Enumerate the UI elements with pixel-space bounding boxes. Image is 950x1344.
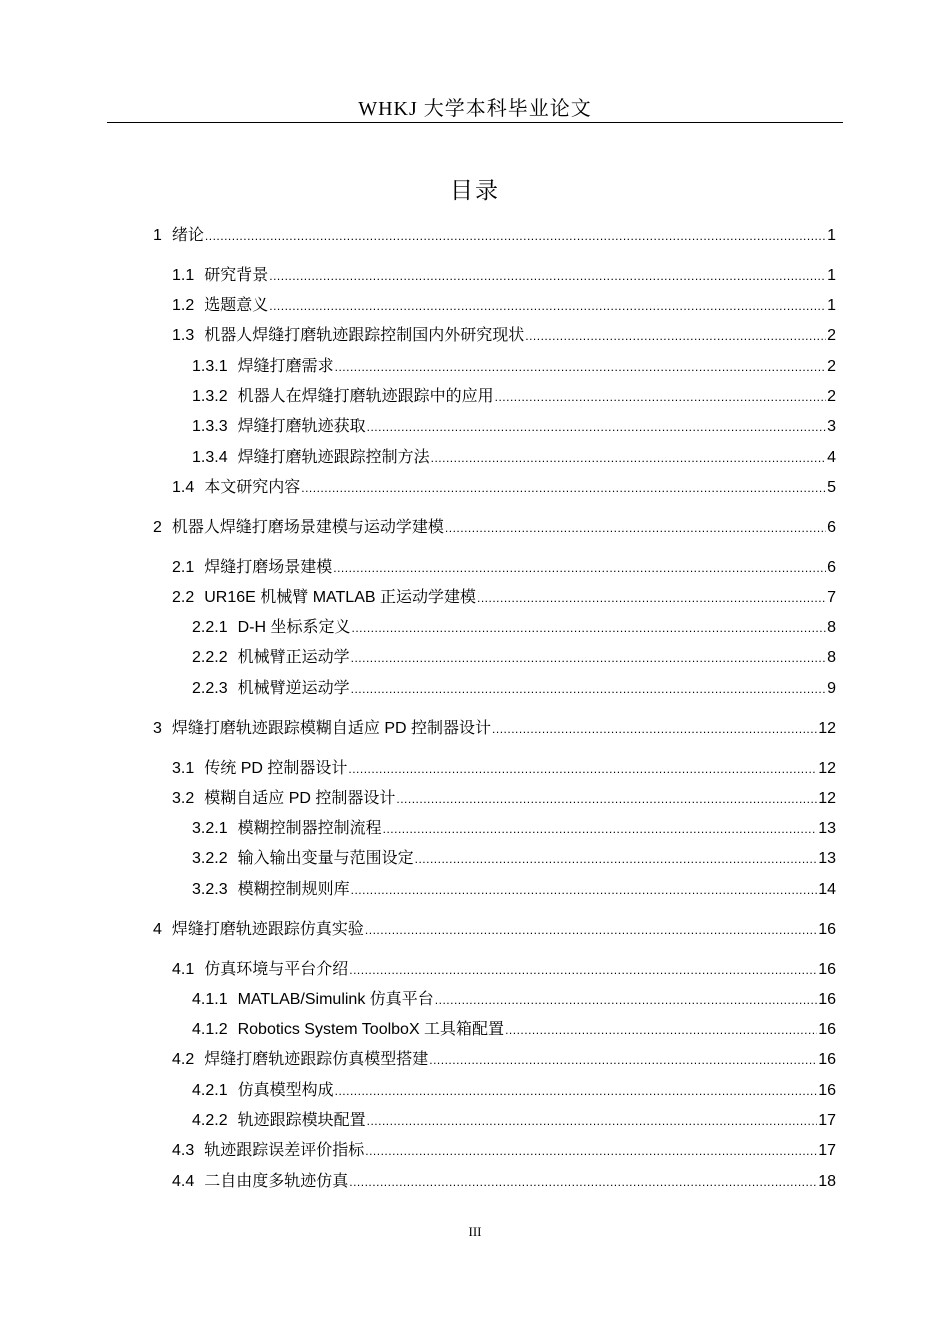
toc-entry-page: 16 [818,1051,836,1068]
toc-entry-page: 5 [827,479,836,496]
toc-entry-page: 8 [827,649,836,666]
toc-entry-number: 4.1 [172,961,195,978]
toc-entry-page: 6 [827,519,836,536]
toc-entry-page: 12 [818,790,836,807]
toc-entry-page: 17 [818,1142,836,1159]
toc-entry-title: 二自由度多轨迹仿真 [204,1173,349,1190]
dot-leader [348,757,817,781]
toc-entry-title: 模糊控制规则库 [237,881,350,898]
toc-entry-page: 16 [818,1021,836,1038]
toc-entry-number: 4.2.2 [192,1112,228,1129]
toc-entry-page: 18 [818,1173,836,1190]
dot-leader [431,446,826,470]
toc-entry[interactable] [172,757,836,781]
dot-leader [429,1048,817,1072]
dot-leader [445,516,826,540]
toc-entry[interactable] [192,1109,836,1133]
toc-entry-number: 3.1 [172,760,195,777]
dot-leader [415,847,818,871]
toc-entry-title: UR16E 机械臂 MATLAB 正运动学建模 [204,589,476,606]
toc-entry-title: 轨迹跟踪误差评价指标 [204,1142,365,1159]
dot-leader [351,878,818,902]
dot-leader [335,1079,818,1103]
toc-entry-number: 3.2.2 [192,850,228,867]
toc-entry-title: 模糊自适应 PD 控制器设计 [204,790,396,807]
toc-entry-title: D-H 坐标系定义 [237,619,351,636]
dot-leader [367,1109,818,1133]
toc-entry-title: 焊缝打磨场景建模 [204,559,333,576]
dot-leader [477,586,826,610]
toc-entry-page: 16 [818,1082,836,1099]
toc-entry-page: 16 [818,961,836,978]
toc-entry-page: 1 [827,297,836,314]
toc-entry-page: 6 [827,559,836,576]
toc-entry-page: 4 [827,449,836,466]
toc-entry[interactable] [192,415,836,439]
toc-entry-number: 2 [153,519,162,536]
toc-entry-number: 3.2.1 [192,820,228,837]
toc-entry-number: 2.2.3 [192,680,228,697]
toc-entry-page: 3 [827,418,836,435]
toc-entry-page: 8 [827,619,836,636]
dot-leader [365,1139,817,1163]
toc-entry[interactable] [172,264,836,288]
toc-entry-number: 2.2 [172,589,195,606]
toc-entry-number: 1.3.3 [192,418,228,435]
dot-leader [335,355,826,379]
toc-entry-title: MATLAB/Simulink 仿真平台 [237,991,434,1008]
toc-entry-number: 2.2.1 [192,619,228,636]
toc-entry-page: 2 [827,358,836,375]
toc-entry[interactable] [192,847,836,871]
toc-entry[interactable] [172,324,836,348]
toc-entry-number: 1.3 [172,327,195,344]
toc-entry-page: 12 [818,720,836,737]
toc-entry[interactable] [172,1170,836,1194]
toc-entry[interactable] [153,516,836,540]
toc-entry[interactable] [172,787,836,811]
dot-leader [205,224,826,248]
dot-leader [269,264,826,288]
toc-entry-title: 模糊控制器控制流程 [237,820,382,837]
dot-leader [435,988,817,1012]
toc-entry-title: 焊缝打磨轨迹跟踪仿真实验 [171,921,364,938]
dot-leader [301,476,826,500]
dot-leader [351,677,826,701]
toc-entry-title: 焊缝打磨轨迹跟踪仿真模型搭建 [204,1051,429,1068]
toc-entry-title: 仿真环境与平台介绍 [204,961,349,978]
toc-entry[interactable] [172,294,836,318]
toc-entry-title: 机器人焊缝打磨轨迹跟踪控制国内外研究现状 [204,327,525,344]
toc-entry[interactable] [192,1079,836,1103]
toc-entry-title: 本文研究内容 [204,479,301,496]
toc-entry-number: 1.3.2 [192,388,228,405]
toc-entry-title: 机器人焊缝打磨场景建模与运动学建模 [171,519,444,536]
toc-entry-number: 1.1 [172,267,195,284]
toc-entry-number: 4 [153,921,162,938]
toc-entry-number: 4.2.1 [192,1082,228,1099]
dot-leader [365,918,817,942]
toc-entry-page: 16 [818,921,836,938]
toc-entry-title: 焊缝打磨需求 [237,358,334,375]
toc-entry-title: 焊缝打磨轨迹跟踪模糊自适应 PD 控制器设计 [171,720,492,737]
toc-entry[interactable] [172,476,836,500]
toc-entry[interactable] [192,1018,836,1042]
header-rule [107,122,843,123]
toc-entry-number: 2.1 [172,559,195,576]
toc-entry-page: 12 [818,760,836,777]
toc-entry-page: 14 [818,881,836,898]
dot-leader [495,385,826,409]
toc-entry-title: 机械臂逆运动学 [237,680,350,697]
running-header: WHKJ 大学本科毕业论文 [358,98,592,120]
toc-entry-page: 1 [827,227,836,244]
dot-leader [492,717,817,741]
toc-entry-page: 16 [818,991,836,1008]
toc-entry-number: 4.2 [172,1051,195,1068]
toc-entry-title: 轨迹跟踪模块配置 [237,1112,366,1129]
toc-entry[interactable] [192,878,836,902]
toc-entry-title: 输入输出变量与范围设定 [237,850,414,867]
toc-entry[interactable] [192,355,836,379]
toc-entry[interactable] [192,446,836,470]
toc-entry[interactable] [172,586,836,610]
toc-entry-page: 13 [818,850,836,867]
toc-entry-page: 13 [818,820,836,837]
toc-entry-page: 1 [827,267,836,284]
dot-leader [367,415,826,439]
toc-entry[interactable] [192,385,836,409]
toc-entry-number: 4.4 [172,1173,195,1190]
toc-entry-title: 机械臂正运动学 [237,649,350,666]
toc-entry[interactable] [192,677,836,701]
toc-entry-number: 3.2.3 [192,881,228,898]
toc-entry[interactable] [172,1139,836,1163]
toc-entry-number: 4.3 [172,1142,195,1159]
toc-entry-number: 3.2 [172,790,195,807]
toc-entry-title: 仿真模型构成 [237,1082,334,1099]
toc-entry-title: 选题意义 [204,297,269,314]
toc-entry-number: 3 [153,720,162,737]
toc-entry[interactable] [192,616,836,640]
toc-entry-number: 4.1.1 [192,991,228,1008]
toc-entry-number: 1.2 [172,297,195,314]
toc-entry[interactable] [153,717,836,741]
dot-leader [505,1018,817,1042]
toc-entry-number: 1.3.1 [192,358,228,375]
dot-leader [269,294,826,318]
toc-entry[interactable] [192,817,836,841]
toc-entry[interactable] [153,918,836,942]
toc-entry-title: 绪论 [171,227,204,244]
dot-leader [396,787,817,811]
toc-entry[interactable] [172,958,836,982]
toc-entry-number: 4.1.2 [192,1021,228,1038]
dot-leader [351,616,826,640]
dot-leader [349,958,817,982]
toc-entry[interactable] [172,1048,836,1072]
toc-entry-number: 1.3.4 [192,449,228,466]
toc-title: 目录 [450,177,500,203]
toc-entry-number: 1 [153,227,162,244]
toc-entry-page: 9 [827,680,836,697]
dot-leader [525,324,826,348]
toc-entry-page: 7 [827,589,836,606]
dot-leader [349,1170,817,1194]
toc-entry-page: 2 [827,388,836,405]
toc-entry-title: 研究背景 [204,267,269,284]
toc-entry-title: Robotics System ToolboX 工具箱配置 [237,1021,505,1038]
toc-entry-title: 焊缝打磨轨迹跟踪控制方法 [237,449,430,466]
toc-entry-page: 2 [827,327,836,344]
toc-entry-title: 传统 PD 控制器设计 [204,760,348,777]
toc-entry-title: 机器人在焊缝打磨轨迹跟踪中的应用 [237,388,494,405]
toc-entry[interactable] [153,224,836,248]
toc-entry[interactable] [192,988,836,1012]
page-number: III [468,1224,482,1239]
dot-leader [351,646,826,670]
toc-entry[interactable] [172,556,836,580]
toc-entry[interactable] [192,646,836,670]
dot-leader [333,556,826,580]
toc-entry-page: 17 [818,1112,836,1129]
toc-entry-number: 1.4 [172,479,195,496]
toc-entry-number: 2.2.2 [192,649,228,666]
dot-leader [383,817,818,841]
toc-entry-title: 焊缝打磨轨迹获取 [237,418,366,435]
